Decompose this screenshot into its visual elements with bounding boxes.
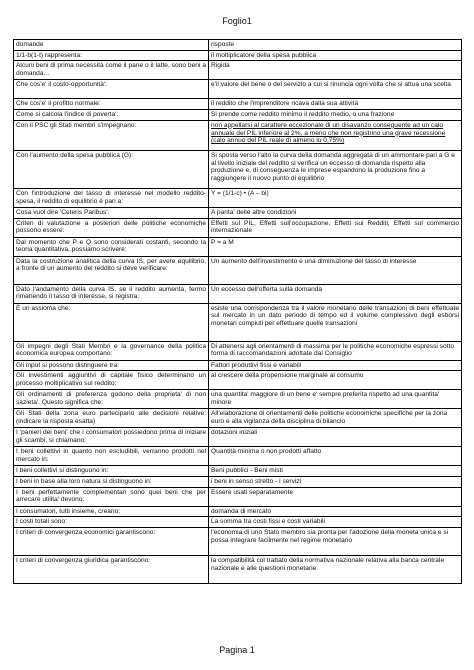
- question-cell[interactable]: I beni perfettamente complementari sono quei beni che per arrecare utilita' devono:: [14, 487, 209, 506]
- table-row: [14, 50, 462, 61]
- table-row: [14, 207, 462, 218]
- question-cell[interactable]: Con il PSC gli Stati membri s'impegnano:: [14, 120, 209, 150]
- table-row: [14, 528, 462, 556]
- question-cell[interactable]: Cosa vuol dire 'Ceteris Paribus':: [14, 207, 209, 218]
- answer-cell[interactable]: Di attenersi agli orientamenti di massima per le politiche economiche espressi sotto forma di raccomandazioni adottate dal Consiglio: [209, 341, 462, 360]
- answer-cell[interactable]: Effetti sul PIL, Effetti sull'occupazione, Effetti sui Redditi, Effetti sul commercio internazionale: [209, 218, 462, 237]
- question-cell[interactable]: Che cos'e' il costo-opportunità':: [14, 80, 209, 99]
- table-row: [14, 476, 462, 487]
- table-row: [14, 110, 462, 121]
- question-cell[interactable]: Che cos'e' il profitto normale:: [14, 99, 209, 110]
- question-cell[interactable]: È un assioma che:: [14, 303, 209, 341]
- table-row: [14, 61, 462, 80]
- question-cell[interactable]: I beni in base alla loro natura si distinguono in:: [14, 476, 209, 487]
- answer-cell[interactable]: Un aumento dell'investimento e una diminuzione del tasso di interesse: [209, 256, 462, 284]
- table-row: [14, 80, 462, 99]
- question-cell[interactable]: Gli Stati della zona euro partecipano alle decisioni relative: (indicare la risposta esatta): [14, 409, 209, 428]
- answer-cell[interactable]: la compatibilità col trattato della normativa nazionale relativa alla banca centrale nazionale e alle questioni monetarie: [209, 556, 462, 584]
- answer-cell[interactable]: i beni in senso stretto - i servizi: [209, 476, 462, 487]
- table-row: [14, 237, 462, 256]
- answer-cell[interactable]: Si sposta verso l'alto la curva della domanda aggregata di un ammontare pari a G e al livello iniziale del reddito si verifica un eccesso di domanda rispetto alla produzione e, di conseguenza le imprese espandono la produzione fino a raggiungere il nuovo punto di equilibrio: [209, 150, 462, 188]
- question-cell[interactable]: Con l'introduzione del tasso di interesse nel modello reddito-spesa, il reddito di equilibrio è pari a:: [14, 188, 209, 207]
- table-row: [14, 409, 462, 428]
- question-cell[interactable]: Dato l'andamento della curva IS, se il reddito aumenta, fermo rimanendo il tasso di interesse, si registra:: [14, 284, 209, 303]
- table-row: [14, 188, 462, 207]
- answer-cell[interactable]: al crescere della propensione marginale al consumo: [209, 371, 462, 390]
- answer-cell[interactable]: l'economia di uno Stato membro sia pronta per l'adozione della moneta unica e si possa integrare facilmente nel regime monetario: [209, 528, 462, 556]
- page-number: Pagina 1: [219, 645, 255, 655]
- question-cell[interactable]: I criteri di convergenza giuridica garantiscono:: [14, 556, 209, 584]
- question-cell[interactable]: Dal momento che P e Q sono considerati costanti, secondo la teoria quantitativa, possiamo scrivere:: [14, 237, 209, 256]
- question-cell[interactable]: Gli input si possono distinguere tra:: [14, 360, 209, 371]
- question-cell[interactable]: Alcuni beni di prima necessità come il pane o il latte, sono beni a domanda…: [14, 61, 209, 80]
- table-row: [14, 428, 462, 447]
- table-row: [14, 517, 462, 528]
- answer-cell[interactable]: Essere usati separatamente: [209, 487, 462, 506]
- question-cell[interactable]: Data la costruzione analitica della curva IS, per avere equilibrio, a fronte di un aumento del reddito si deve verificare:: [14, 256, 209, 284]
- qa-table: [13, 39, 462, 584]
- question-cell[interactable]: domande: [14, 40, 209, 51]
- sheet-title: Foglio1: [222, 16, 252, 26]
- answer-cell[interactable]: P = a M: [209, 237, 462, 256]
- answer-cell[interactable]: Rigida: [209, 61, 462, 80]
- question-cell[interactable]: I costi totali sono:: [14, 517, 209, 528]
- answer-cell[interactable]: Un eccesso dell'offerta sulla domanda: [209, 284, 462, 303]
- answer-cell[interactable]: risposte: [209, 40, 462, 51]
- answer-cell[interactable]: esiste una corrispondenza tra il valore monetario delle transazioni di beni effettuate sul mercato in un dato periodo di tempo ed il volume complessivo degli esborsi monetari compiuti per effettuare quelle transazioni: [209, 303, 462, 341]
- table-row: [14, 371, 462, 390]
- table-row: [14, 390, 462, 409]
- table-row: [14, 40, 462, 51]
- answer-cell[interactable]: una quantita' maggiore di un bene e' sempre preferita rispetto ad una quantita' minore: [209, 390, 462, 409]
- question-cell[interactable]: 1/1-b(1-t) rappresenta:: [14, 50, 209, 61]
- question-cell[interactable]: I beni collettivi si distinguono in:: [14, 466, 209, 477]
- answer-cell[interactable]: Quantità minima o non prodotti affatto: [209, 447, 462, 466]
- table-row: [14, 360, 462, 371]
- table-row: [14, 256, 462, 284]
- table-row: [14, 303, 462, 341]
- table-row: [14, 218, 462, 237]
- table-row: [14, 487, 462, 506]
- question-cell[interactable]: Criteri di valutazione a posteriori delle politiche economiche possono essere:: [14, 218, 209, 237]
- question-cell[interactable]: Come si calcola l'indice di poverta':: [14, 110, 209, 121]
- answer-cell[interactable]: Fattori produttivi fissi e variabili: [209, 360, 462, 371]
- answer-cell[interactable]: Beni pubblici - Beni misti: [209, 466, 462, 477]
- answer-cell[interactable]: il moltiplicatore della spesa pubblica: [209, 50, 462, 61]
- answer-cell[interactable]: A parita' delle altre condizioni: [209, 207, 462, 218]
- question-cell[interactable]: Con l'aumento della spesa pubblica (G):: [14, 150, 209, 188]
- answer-cell[interactable]: il reddito che l'imprenditore ricava dalla sua attività: [209, 99, 462, 110]
- answer-cell[interactable]: domanda di mercato: [209, 506, 462, 517]
- question-cell[interactable]: I 'panieri dei beni' che i consumatori possiedono prima di iniziare gli scambi, si chiamano:: [14, 428, 209, 447]
- answer-cell[interactable]: dotazioni iniziali: [209, 428, 462, 447]
- answer-cell[interactable]: e'il valore del bene o del servizio a cui si rinuncia ogni volta che si attua una scelta: [209, 80, 462, 99]
- table-row: [14, 99, 462, 110]
- question-cell[interactable]: I beni collettivi in quanto non escludibili, verranno prodotti nel mercato in:: [14, 447, 209, 466]
- table-row: [14, 506, 462, 517]
- table-row: [14, 150, 462, 188]
- answer-cell[interactable]: La somma tra costi fissi e costi variabili: [209, 517, 462, 528]
- answer-cell[interactable]: non appellarsi al carattere eccezionale di un disavanzo conseguente ad un calo annuale del PIL inferiore al 2%, a meno che non registrino una grave recessione (calo annuo del PIL reale di almeno lo 0,75%): [209, 120, 462, 150]
- answer-cell[interactable]: Y = (1/1-c) • (A – bi): [209, 188, 462, 207]
- question-cell[interactable]: I criteri di convergenza economici garantiscono:: [14, 528, 209, 556]
- table-row: [14, 466, 462, 477]
- table-row: [14, 447, 462, 466]
- table-row: [14, 284, 462, 303]
- question-cell[interactable]: Gli impegni degli Stati Membri e la governance della politica economica europea comportano:: [14, 341, 209, 360]
- table-row: [14, 120, 462, 150]
- question-cell[interactable]: Gli ordinamenti di preferenza godono della proprieta' di non sazieta'. Questo significa che:: [14, 390, 209, 409]
- table-row: [14, 341, 462, 360]
- answer-cell[interactable]: All'elaborazione di orientamenti delle politiche economiche specifiche per la zona euro e alla vigilanza della disciplina di bilancio: [209, 409, 462, 428]
- question-cell[interactable]: I consumatori, tutti insieme, creano:: [14, 506, 209, 517]
- answer-cell[interactable]: Si prende come reddito minimo il reddito medio, o una frazione: [209, 110, 462, 121]
- question-cell[interactable]: Gli investimenti aggiuntivi di capitale fisico determinano un processo moltiplicativo sul reddito:: [14, 371, 209, 390]
- table-row: [14, 556, 462, 584]
